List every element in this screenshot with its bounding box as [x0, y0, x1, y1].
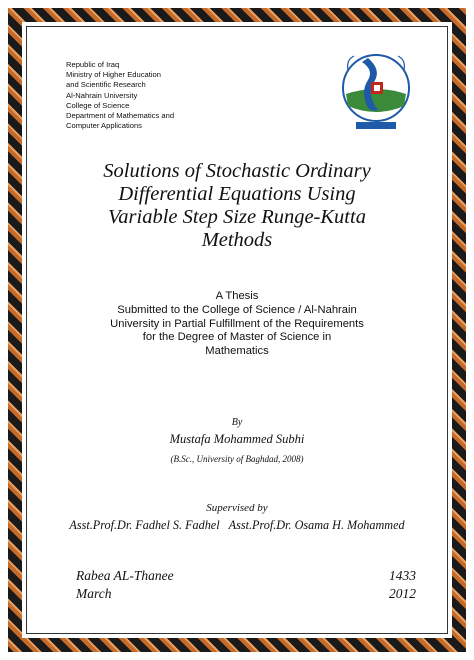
supervisor-name: Asst.Prof.Dr. Fadhel S. Fadhel: [69, 518, 220, 532]
institution-header: [66, 60, 306, 131]
gregorian-month: March: [76, 586, 112, 601]
title-line: Differential Equations Using: [118, 183, 356, 205]
thesis-line: Submitted to the College of Science / Al-Nahrain: [117, 303, 357, 316]
thesis-line: A Thesis: [215, 290, 259, 302]
al-nahrain-university-logo-icon: [338, 48, 414, 134]
header-line: Republic of Iraq: [66, 60, 120, 69]
header-line: College of Science: [66, 100, 130, 110]
hijri-month: Rabea AL-Thanee: [76, 568, 174, 583]
hijri-date-row: [76, 568, 416, 584]
author-degree: (B.Sc., University of Baghdad, 2008): [170, 454, 304, 464]
supervisors: [30, 518, 444, 533]
header-line: Ministry of Higher Education: [66, 70, 161, 80]
hijri-year: 1433: [389, 568, 416, 583]
thesis-line: Mathematics: [205, 345, 269, 358]
thesis-title: [40, 160, 434, 252]
header-line: Al-Nahrain University: [66, 90, 138, 100]
header-line: Department of Mathematics and: [66, 111, 175, 121]
supervisor-name: Asst.Prof.Dr. Osama H. Mohammed: [228, 518, 405, 532]
thesis-line: University in Partial Fulfillment of the Requirements: [110, 317, 364, 330]
author-name: Mustafa Mohammed Subhi: [169, 432, 305, 446]
by-label: By: [231, 417, 243, 428]
supervised-by-label: Supervised by: [206, 502, 268, 514]
gregorian-year: 2012: [389, 586, 416, 601]
thesis-line: for the Degree of Master of Science in: [142, 331, 332, 344]
title-line: Solutions of Stochastic Ordinary: [103, 160, 371, 182]
header-line: Computer Applications: [66, 121, 142, 131]
header-line: and Scientific Research: [66, 80, 146, 90]
thesis-statement: [40, 290, 434, 359]
title-line: Variable Step Size Runge-Kutta: [108, 206, 366, 228]
gregorian-date-row: [76, 586, 416, 602]
title-line: Methods: [201, 229, 273, 251]
